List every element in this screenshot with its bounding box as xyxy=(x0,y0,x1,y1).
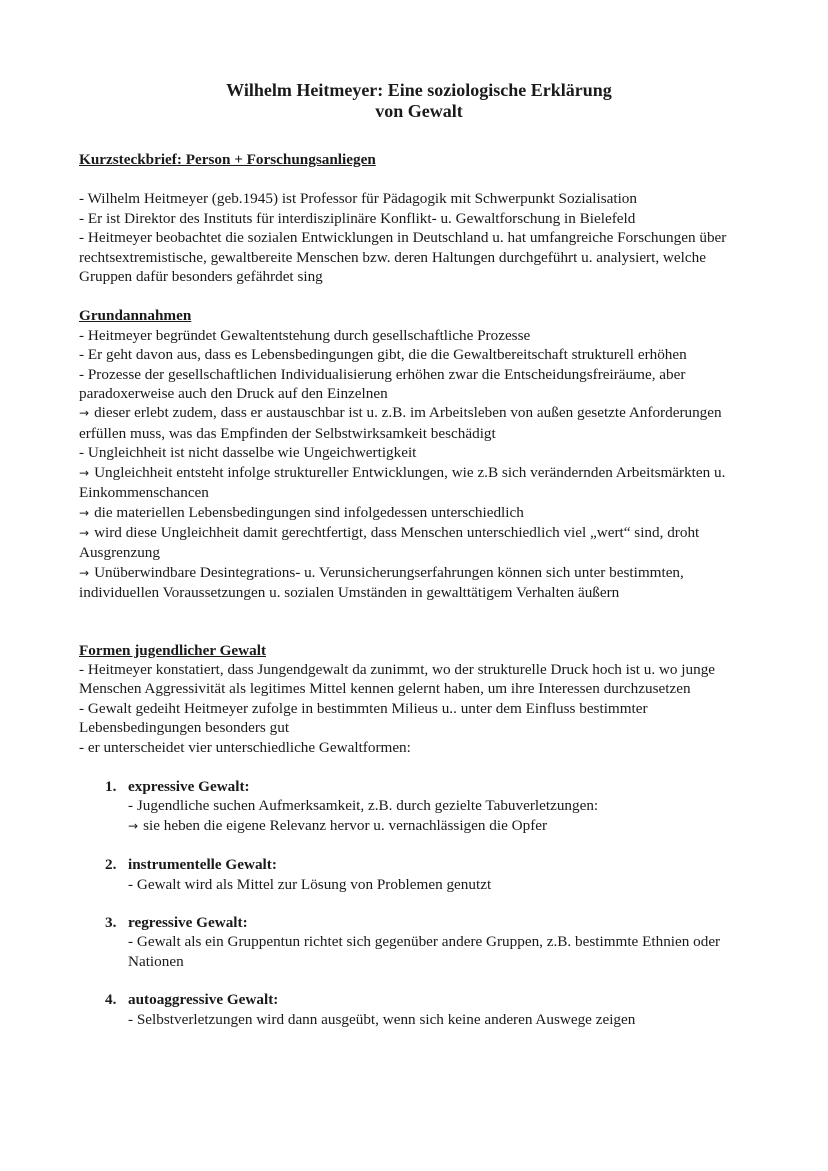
list-item xyxy=(79,990,759,1029)
section-heading-kurzsteckbrief: Kurzsteckbrief: Person + Forschungsanliegen xyxy=(79,151,376,168)
form-description: - Gewalt als ein Gruppentun richtet sich gegenüber andere Gruppen, z.B. bestimmte Ethnien oder Nationen xyxy=(128,933,721,970)
paragraph-line: - Er ist Direktor des Instituts für interdisziplinäre Konflikt- u. Gewaltforschung in Bielefeld xyxy=(79,209,636,227)
form-title: regressive Gewalt: xyxy=(128,914,248,931)
arrow-icon: → xyxy=(79,465,90,480)
section-heading-formen: Formen jugendlicher Gewalt xyxy=(79,641,267,659)
arrow-icon: → xyxy=(79,525,90,540)
title-line-1: Wilhelm Heitmeyer: Eine soziologische Erklärung xyxy=(226,80,612,100)
section-heading-grundannahmen: Grundannahmen xyxy=(79,307,192,325)
form-description: - Selbstverletzungen wird dann ausgeübt, wenn sich keine anderen Auswege zeigen xyxy=(128,1010,636,1028)
arrow-icon: → xyxy=(79,406,90,421)
form-title: expressive Gewalt: xyxy=(128,777,250,795)
arrow-line: → Ungleichheit entsteht infolge struktureller Entwicklungen, wie z.B sich verändernden Arbeitsmärkten u. Einkommenschancen xyxy=(79,463,726,502)
list-item xyxy=(79,913,759,971)
arrow-line: → die materiellen Lebensbedingungen sind infolgedessen unterschiedlich xyxy=(79,503,524,521)
arrow-icon: → xyxy=(79,565,90,580)
list-item xyxy=(79,855,759,894)
form-description: - Gewalt wird als Mittel zur Lösung von Problemen genutzt xyxy=(128,875,492,893)
paragraph-line: - Gewalt gedeiht Heitmeyer zufolge in bestimmten Milieus u.. unter dem Einfluss bestimmter Lebensbedingungen besonders gut xyxy=(79,699,648,737)
arrow-icon: → xyxy=(128,818,139,833)
paragraph-line: - Wilhelm Heitmeyer (geb.1945) ist Professor für Pädagogik mit Schwerpunkt Sozialisation xyxy=(79,190,637,208)
title-line-2: von Gewalt xyxy=(375,101,463,121)
list-number: 2. xyxy=(105,856,117,874)
paragraph-line: - Heitmeyer konstatiert, dass Jungendgewalt da zunimmt, wo der strukturelle Druck hoch ist u. wo junge Menschen Aggressivität als legitimes Mittel kennen gelernt haben, um ihre Interessen durchzusetzen xyxy=(79,660,716,698)
arrow-line: → dieser erlebt zudem, dass er austauschbar ist u. z.B. im Arbeitsleben von außen gesetzte Anforderungen erfüllen muss, was das Empfinden der Selbstwirksamkeit beschädigt xyxy=(79,404,722,442)
form-description: - Jugendliche suchen Aufmerksamkeit, z.B. durch gezielte Tabuverletzungen: xyxy=(128,797,599,815)
paragraph-line: - Heitmeyer beobachtet die sozialen Entwicklungen in Deutschland u. hat umfangreiche Forschungen über rechtsextremistische, gewaltbereite Menschen bzw. deren Haltungen durchgeführt u. analysiert, welche Gruppen dafür besonders gefährdet sing xyxy=(79,229,727,286)
list-number: 4. xyxy=(105,991,117,1009)
document-page xyxy=(79,80,759,1048)
arrow-line: → sie heben die eigene Relevanz hervor u. vernachlässigen die Opfer xyxy=(128,816,548,834)
document-title xyxy=(79,80,759,122)
list-number: 1. xyxy=(105,777,117,795)
paragraph-line: - Prozesse der gesellschaftlichen Individualisierung erhöhen zwar die Entscheidungsfreiräume, aber paradoxerweise auch den Druck auf den Einzelnen xyxy=(79,365,686,403)
form-title: autoaggressive Gewalt: xyxy=(128,991,279,1009)
paragraph-line: - er unterscheidet vier unterschiedliche Gewaltformen: xyxy=(79,738,411,756)
form-title: instrumentelle Gewalt: xyxy=(128,856,277,874)
violence-forms-list xyxy=(79,777,759,1029)
list-item xyxy=(79,777,759,836)
paragraph-line: - Ungleichheit ist nicht dasselbe wie Ungeichwertigkeit xyxy=(79,444,417,462)
paragraph-line: - Er geht davon aus, dass es Lebensbedingungen gibt, die die Gewaltbereitschaft strukturell erhöhen xyxy=(79,346,687,364)
arrow-line: → Unüberwindbare Desintegrations- u. Verunsicherungserfahrungen können sich unter bestimmten, individuellen Voraussetzungen u. sozialen Umständen in gewalttätigem Verhalten äußern xyxy=(79,563,684,602)
paragraph-line: - Heitmeyer begründet Gewaltentstehung durch gesellschaftliche Prozesse xyxy=(79,326,531,344)
arrow-line: → wird diese Ungleichheit damit gerechtfertigt, dass Menschen unterschiedlich viel „wert“ sind, droht Ausgrenzung xyxy=(79,523,700,562)
arrow-icon: → xyxy=(79,505,90,520)
list-number: 3. xyxy=(105,914,117,931)
